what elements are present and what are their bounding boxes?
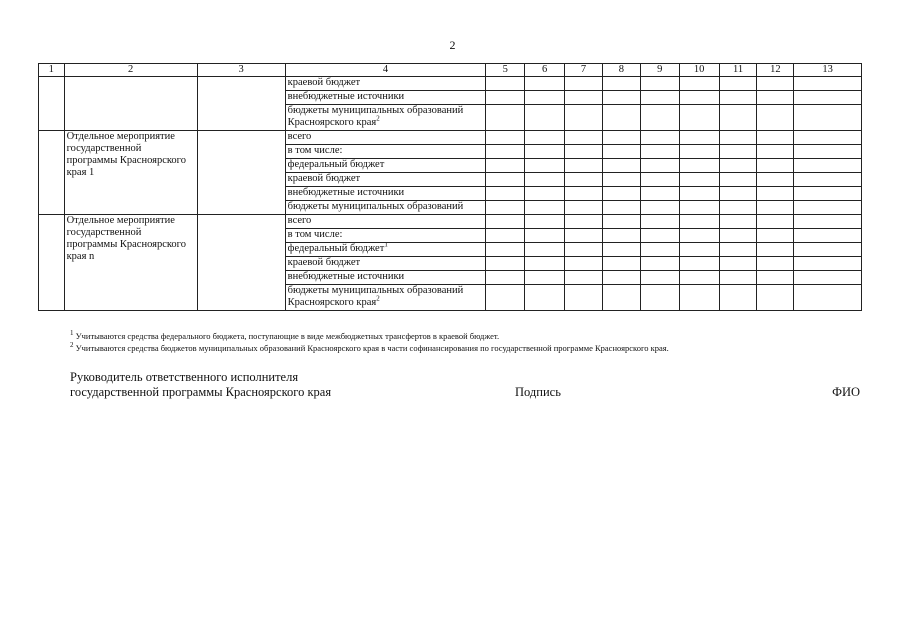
signature-label: Подпись — [515, 385, 561, 399]
footnote-mark: 2 — [70, 341, 74, 350]
value-cell — [794, 77, 862, 91]
value-cell — [757, 187, 794, 201]
value-cell — [679, 285, 719, 311]
column-header: 8 — [602, 64, 640, 77]
value-cell — [794, 173, 862, 187]
value-cell — [602, 187, 640, 201]
funding-source-cell — [285, 145, 486, 159]
value-cell — [640, 145, 679, 159]
value-cell — [719, 145, 757, 159]
value-cell — [486, 257, 525, 271]
value-cell — [679, 201, 719, 215]
cell-col-3 — [197, 131, 285, 215]
value-cell — [757, 215, 794, 229]
value-cell — [602, 159, 640, 173]
value-cell — [525, 77, 565, 91]
value-cell — [757, 229, 794, 243]
value-cell — [794, 145, 862, 159]
value-cell — [486, 145, 525, 159]
funding-source-label: краевой бюджет — [287, 77, 361, 88]
value-cell — [757, 131, 794, 145]
column-header: 12 — [757, 64, 794, 77]
value-cell — [640, 257, 679, 271]
value-cell — [794, 257, 862, 271]
value-cell — [602, 201, 640, 215]
funding-source-label: всего — [287, 215, 312, 226]
value-cell — [679, 105, 719, 131]
funding-source-label: в том числе: — [287, 145, 343, 156]
footnotes — [70, 330, 669, 354]
column-header: 13 — [794, 64, 862, 77]
column-header: 9 — [640, 64, 679, 77]
value-cell — [794, 229, 862, 243]
cell-col-3 — [197, 77, 285, 131]
budget-table — [38, 63, 862, 311]
value-cell — [525, 173, 565, 187]
footnote-ref: 1 — [384, 242, 388, 249]
value-cell — [525, 145, 565, 159]
cell-col-3 — [197, 215, 285, 311]
column-header: 2 — [64, 64, 197, 77]
value-cell — [679, 257, 719, 271]
value-cell — [486, 77, 525, 91]
value-cell — [602, 285, 640, 311]
value-cell — [602, 105, 640, 131]
funding-source-label: бюджеты муниципальных образований — [287, 201, 464, 212]
funding-source-label: в том числе: — [287, 229, 343, 240]
value-cell — [794, 285, 862, 311]
funding-source-label: внебюджетные источники — [287, 91, 405, 102]
value-cell — [565, 131, 603, 145]
value-cell — [486, 243, 525, 257]
value-cell — [640, 173, 679, 187]
signature-block — [70, 370, 860, 400]
signature-line-1: Руководитель ответственного исполнителя — [70, 370, 299, 384]
page-number: 2 — [449, 38, 456, 52]
cell-col-1 — [39, 77, 65, 131]
value-cell — [640, 187, 679, 201]
value-cell — [719, 187, 757, 201]
funding-source-cell — [285, 201, 486, 215]
funding-source-cell — [285, 229, 486, 243]
value-cell — [719, 285, 757, 311]
value-cell — [757, 145, 794, 159]
value-cell — [525, 201, 565, 215]
value-cell — [794, 187, 862, 201]
funding-source-cell — [285, 91, 486, 105]
value-cell — [757, 173, 794, 187]
value-cell — [719, 257, 757, 271]
footnote-1 — [70, 330, 669, 342]
value-cell — [565, 257, 603, 271]
table-body — [39, 77, 862, 311]
event-name-cell — [64, 77, 197, 131]
value-cell — [565, 173, 603, 187]
value-cell — [565, 105, 603, 131]
value-cell — [719, 77, 757, 91]
value-cell — [602, 131, 640, 145]
funding-source-cell — [285, 159, 486, 173]
value-cell — [486, 131, 525, 145]
value-cell — [757, 285, 794, 311]
value-cell — [640, 201, 679, 215]
column-header: 3 — [197, 64, 285, 77]
value-cell — [679, 145, 719, 159]
funding-source-cell — [285, 105, 486, 131]
value-cell — [719, 229, 757, 243]
value-cell — [794, 243, 862, 257]
column-header: 5 — [486, 64, 525, 77]
value-cell — [794, 159, 862, 173]
value-cell — [640, 229, 679, 243]
value-cell — [602, 257, 640, 271]
value-cell — [525, 105, 565, 131]
table-row — [39, 215, 862, 229]
value-cell — [525, 215, 565, 229]
funding-source-cell — [285, 257, 486, 271]
value-cell — [640, 91, 679, 105]
value-cell — [794, 131, 862, 145]
value-cell — [525, 257, 565, 271]
value-cell — [679, 91, 719, 105]
value-cell — [794, 91, 862, 105]
funding-source-cell — [285, 285, 486, 311]
value-cell — [719, 91, 757, 105]
value-cell — [757, 105, 794, 131]
value-cell — [602, 145, 640, 159]
value-cell — [525, 91, 565, 105]
funding-source-cell — [285, 173, 486, 187]
value-cell — [757, 159, 794, 173]
value-cell — [757, 243, 794, 257]
value-cell — [565, 201, 603, 215]
value-cell — [679, 131, 719, 145]
value-cell — [757, 91, 794, 105]
value-cell — [719, 105, 757, 131]
value-cell — [602, 173, 640, 187]
cell-col-1 — [39, 131, 65, 215]
funding-source-cell — [285, 187, 486, 201]
value-cell — [486, 173, 525, 187]
value-cell — [679, 271, 719, 285]
value-cell — [486, 91, 525, 105]
value-cell — [486, 229, 525, 243]
footnote-text: Учитываются средства федерального бюджета, поступающие в виде межбюджетных трансфертов в краевой бюджет. — [73, 331, 500, 341]
value-cell — [640, 77, 679, 91]
funding-source-label: краевой бюджет — [287, 173, 361, 184]
value-cell — [525, 187, 565, 201]
funding-source-label: федеральный бюджет — [287, 243, 385, 254]
funding-source-label: федеральный бюджет — [287, 159, 385, 170]
value-cell — [757, 257, 794, 271]
value-cell — [565, 285, 603, 311]
value-cell — [794, 201, 862, 215]
value-cell — [719, 173, 757, 187]
value-cell — [486, 187, 525, 201]
value-cell — [640, 285, 679, 311]
value-cell — [679, 229, 719, 243]
value-cell — [525, 285, 565, 311]
funding-source-cell — [285, 131, 486, 145]
value-cell — [486, 159, 525, 173]
funding-source-cell — [285, 77, 486, 91]
value-cell — [602, 229, 640, 243]
column-header: 7 — [565, 64, 603, 77]
value-cell — [640, 215, 679, 229]
footnote-ref: 2 — [376, 114, 380, 123]
signature-line-2: государственной программы Красноярского края — [70, 385, 332, 399]
funding-source-label: бюджеты муниципальных образований Красноярского края — [287, 285, 464, 308]
table-row — [39, 77, 862, 91]
column-header: 6 — [525, 64, 565, 77]
value-cell — [565, 271, 603, 285]
value-cell — [486, 201, 525, 215]
value-cell — [525, 271, 565, 285]
value-cell — [565, 159, 603, 173]
value-cell — [757, 201, 794, 215]
footnote-ref: 2 — [376, 294, 380, 303]
value-cell — [602, 215, 640, 229]
value-cell — [640, 131, 679, 145]
value-cell — [679, 77, 719, 91]
value-cell — [565, 77, 603, 91]
value-cell — [640, 271, 679, 285]
funding-source-cell — [285, 271, 486, 285]
value-cell — [565, 243, 603, 257]
value-cell — [602, 271, 640, 285]
signature-position — [70, 370, 860, 400]
value-cell — [565, 91, 603, 105]
funding-source-label: внебюджетные источники — [287, 187, 405, 198]
table-row — [39, 131, 862, 145]
value-cell — [679, 159, 719, 173]
fio-label: ФИО — [832, 385, 860, 399]
value-cell — [565, 215, 603, 229]
value-cell — [719, 271, 757, 285]
funding-source-cell — [285, 243, 486, 257]
value-cell — [565, 187, 603, 201]
value-cell — [602, 243, 640, 257]
value-cell — [679, 187, 719, 201]
value-cell — [640, 159, 679, 173]
value-cell — [640, 105, 679, 131]
funding-source-label: всего — [287, 131, 312, 142]
column-header: 10 — [679, 64, 719, 77]
column-header: 4 — [285, 64, 486, 77]
footnote-2 — [70, 342, 669, 354]
value-cell — [602, 91, 640, 105]
value-cell — [719, 201, 757, 215]
value-cell — [794, 271, 862, 285]
value-cell — [486, 285, 525, 311]
column-header: 1 — [39, 64, 65, 77]
value-cell — [602, 77, 640, 91]
table-header-row — [39, 64, 862, 77]
cell-col-1 — [39, 215, 65, 311]
value-cell — [679, 173, 719, 187]
event-name-cell: Отдельное мероприятие государственной программы Красноярского края n — [64, 215, 197, 311]
value-cell — [486, 105, 525, 131]
funding-source-cell — [285, 215, 486, 229]
footnote-text: Учитываются средства бюджетов муниципальных образований Красноярского края в части софинансирования по государственной программе Красноярского края. — [73, 343, 669, 353]
value-cell — [486, 215, 525, 229]
value-cell — [757, 77, 794, 91]
value-cell — [525, 229, 565, 243]
column-header: 11 — [719, 64, 757, 77]
value-cell — [565, 145, 603, 159]
value-cell — [794, 105, 862, 131]
value-cell — [679, 215, 719, 229]
value-cell — [719, 215, 757, 229]
value-cell — [525, 159, 565, 173]
value-cell — [525, 243, 565, 257]
footnote-mark: 1 — [70, 329, 74, 338]
value-cell — [525, 131, 565, 145]
value-cell — [719, 243, 757, 257]
value-cell — [486, 271, 525, 285]
value-cell — [719, 159, 757, 173]
value-cell — [640, 243, 679, 257]
value-cell — [679, 243, 719, 257]
funding-source-label: бюджеты муниципальных образований Красноярского края — [287, 105, 464, 128]
event-name-cell: Отдельное мероприятие государственной программы Красноярского края 1 — [64, 131, 197, 215]
value-cell — [719, 131, 757, 145]
value-cell — [565, 229, 603, 243]
value-cell — [794, 215, 862, 229]
funding-source-label: краевой бюджет — [287, 257, 361, 268]
funding-source-label: внебюджетные источники — [287, 271, 405, 282]
value-cell — [757, 271, 794, 285]
